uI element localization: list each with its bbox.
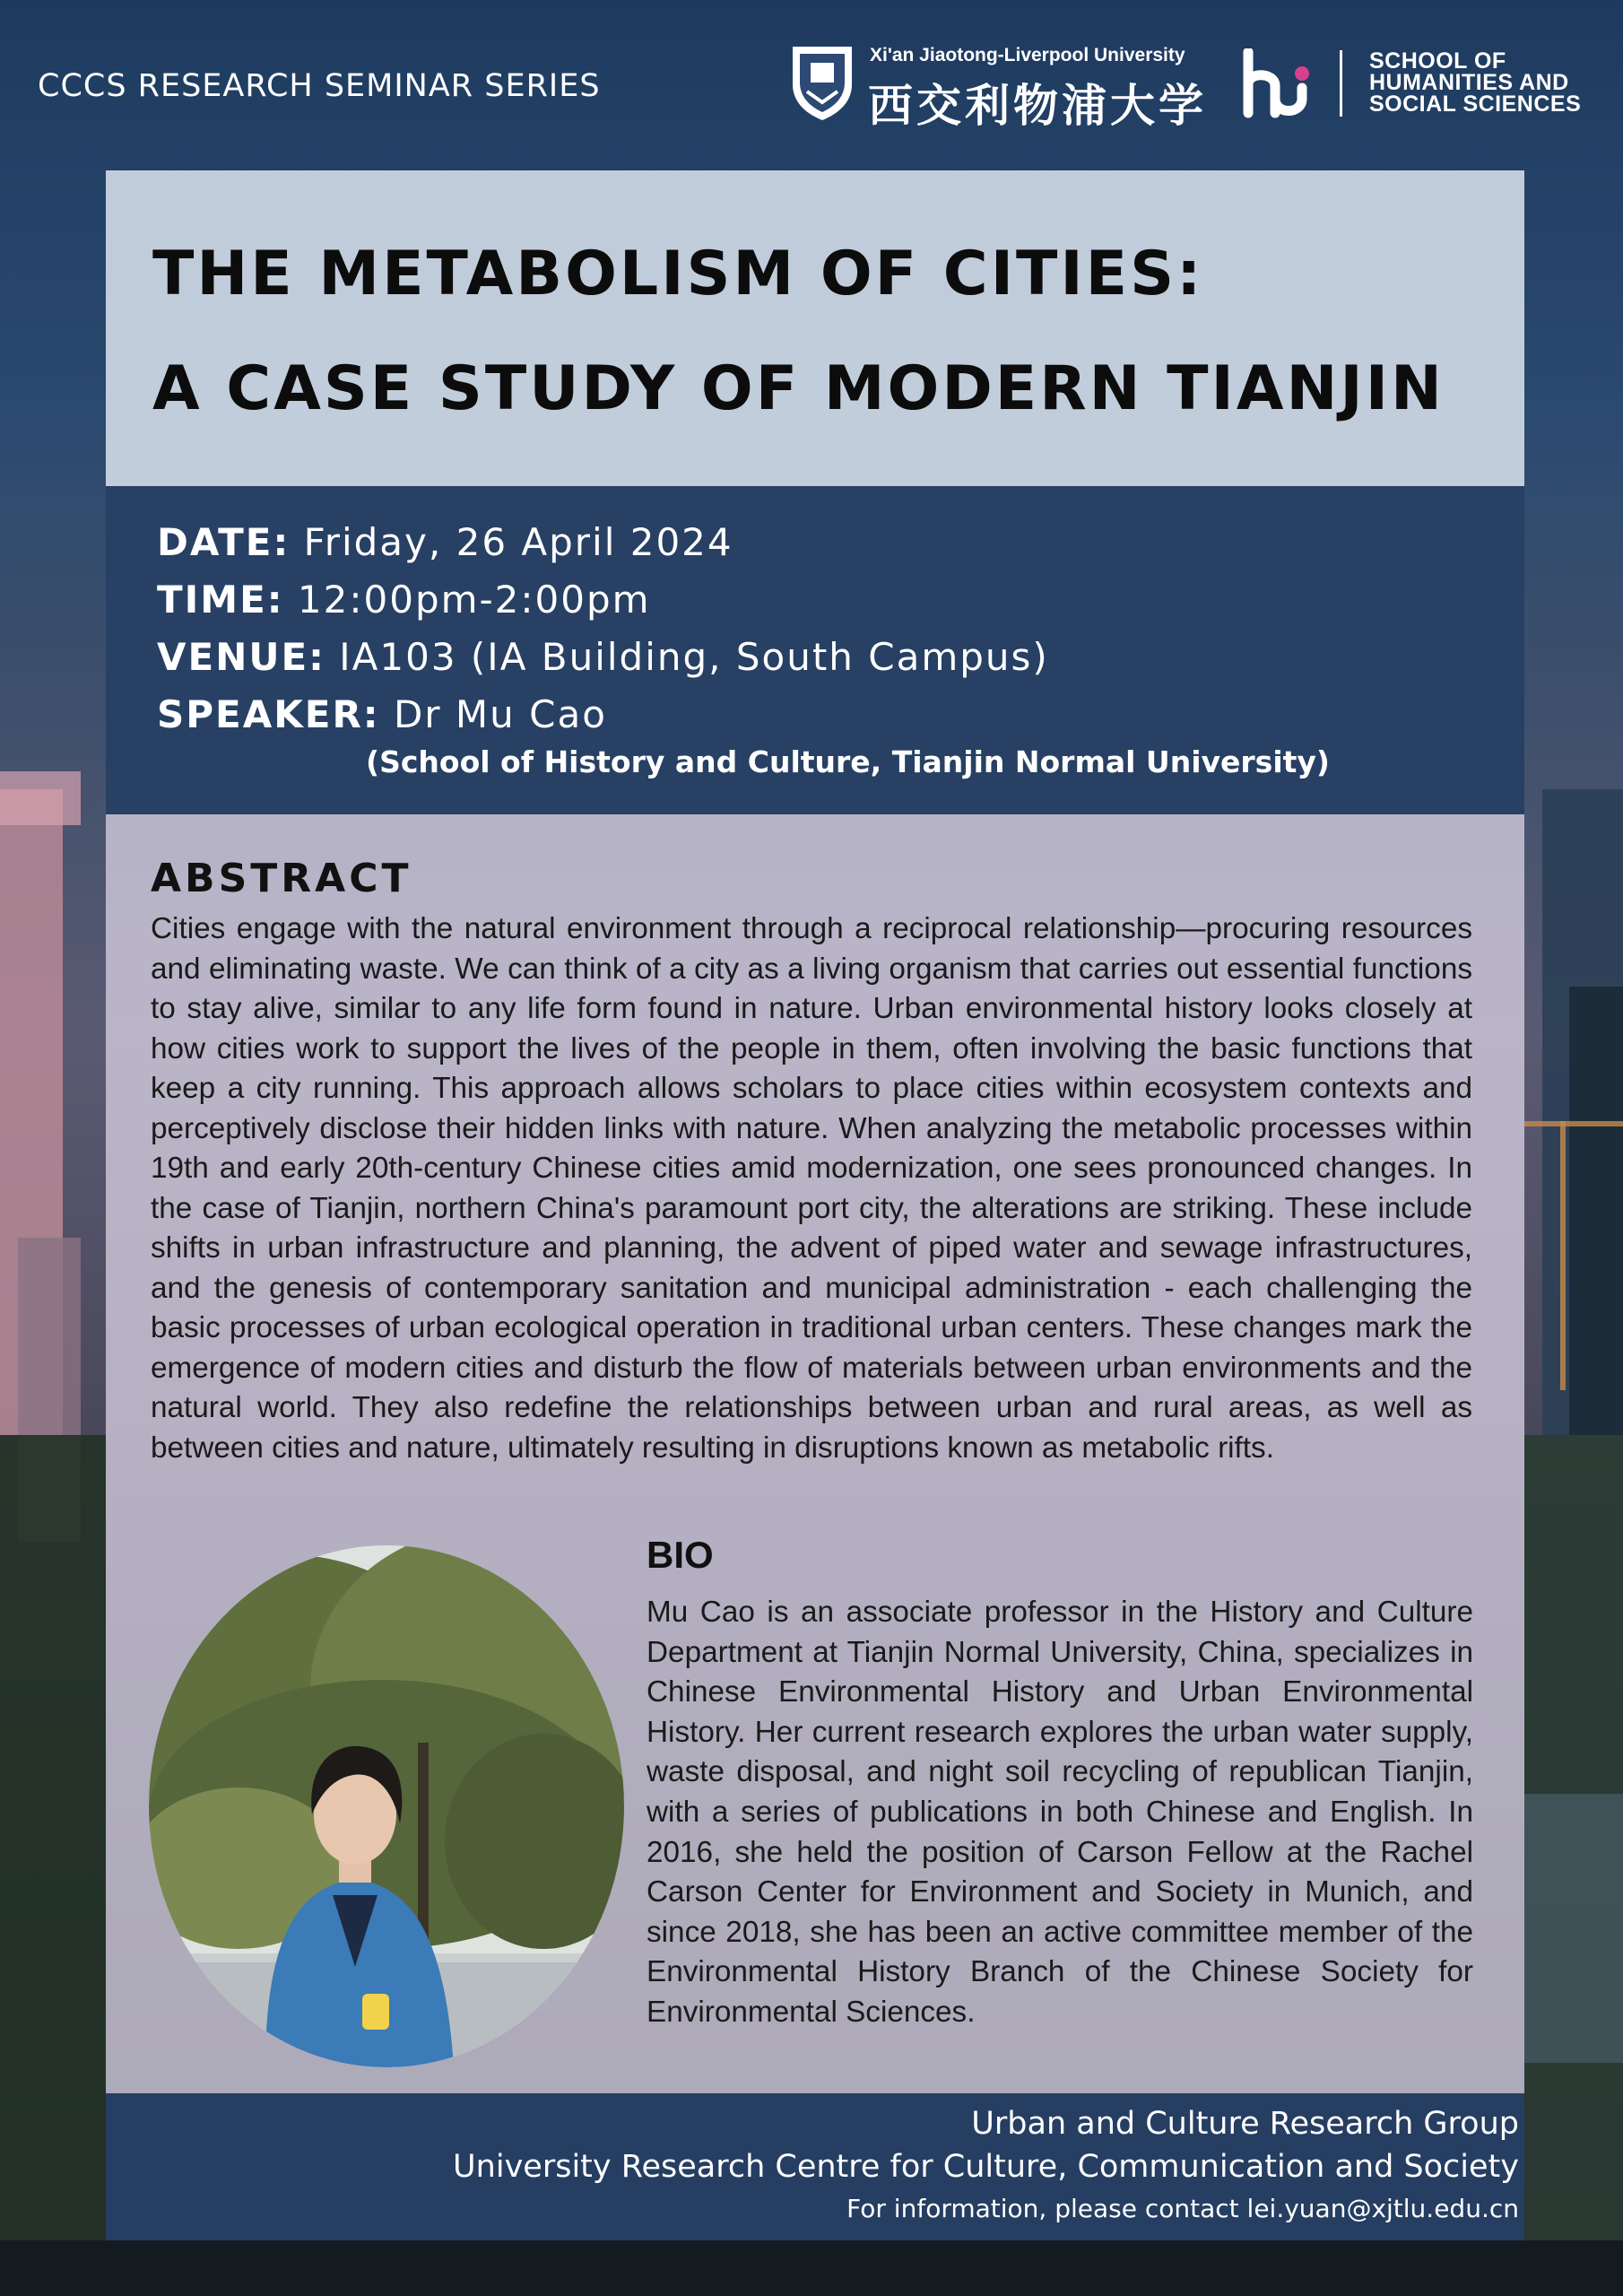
school-name-line-3: SOCIAL SCIENCES [1369,91,1582,117]
footer-contact[interactable]: For information, please contact lei.yuan@xjtlu.edu.cn [846,2194,1519,2223]
venue-line [157,635,1049,679]
school-name-line-1: SCHOOL OF [1369,48,1506,74]
event-info-panel [106,486,1524,814]
date-label: DATE: [157,520,291,564]
time-label: TIME: [157,578,284,622]
speaker-value: Dr Mu Cao [379,692,607,736]
university-crest-icon [789,43,855,122]
university-name-chinese: 西交利物浦大学 [868,79,1207,132]
bio-text: Mu Cao is an associate professor in the History and Culture Department at Tianjin Normal University, China, specializes in Chinese Environmental History and Urban Environmental History. Her current research explores the urban water supply, waste disposal, and night soil recycling of republican Tianjin, with a series of publications in both Chinese and English. In 2016, she held the position of Carson Fellow at the Rachel Carson Center for Environment and Society in Munich, and since 2018, she has been an active committee member of the Environmental History Branch of the Chinese Society for Environmental Sciences. [647,1596,1473,2029]
speaker-affiliation: (School of History and Culture, Tianjin Normal University) [366,744,1330,779]
footer-group: Urban and Culture Research Group [971,2106,1519,2142]
school-name-line-2: HUMANITIES AND [1369,70,1569,95]
school-name [1369,50,1581,115]
speaker-label: SPEAKER: [157,692,380,736]
footer-panel [106,2093,1524,2240]
time-value: 12:00pm-2:00pm [283,578,651,622]
title-line-1: THE METABOLISM OF CITIES: [152,239,1204,309]
footer-centre: University Research Centre for Culture, Communication and Society [453,2149,1519,2185]
logo-divider [1340,50,1342,117]
time-line [157,578,651,622]
title-line-2: A CASE STUDY OF MODERN TIANJIN [152,353,1445,424]
date-value: Friday, 26 April 2024 [290,520,733,564]
speaker-line [157,692,607,736]
seminar-series-label: CCCS RESEARCH SEMINAR SERIES [38,68,601,104]
content-panel [106,814,1524,2093]
abstract-text: Cities engage with the natural environment through a reciprocal relationship—procuring resources and eliminating waste. We can think of a city as a living organism that carries out essential functions to stay alive, similar to any life form found in nature. Urban environmental history looks closely at how cities work to support the lives of the people in them, often involving the basic functions that keep a city running. This approach allows scholars to place cities within ecosystem contexts and perceptively disclose their hidden links with nature. When analyzing the metabolic processes within 19th and early 20th-century Chinese cities amid modernization, one sees pronounced changes. In the case of Tianjin, northern China's paramount port city, the alterations are striking. These include shifts in urban infrastructure and planning, the advent of piped water and sewage infrastructures, and the genesis of contemporary sanitation and municipal administration - each challenging the basic processes of urban ecological operation in traditional urban centers. These changes mark the emergence of modern cities and disturb the flow of materials between urban environments and the natural world. They also redefine the relationships between urban and rural areas, as well as between cities and nature, ultimately resulting in disruptions known as metabolic rifts. [151,912,1472,1465]
title-panel [106,170,1524,486]
bio-heading: BIO [647,1534,714,1576]
venue-label: VENUE: [157,635,325,679]
venue-value: IA103 (IA Building, South Campus) [325,635,1049,679]
university-name-english: Xi'an Jiaotong-Liverpool University [870,45,1185,65]
abstract-heading: ABSTRACT [151,856,412,901]
date-line [157,520,733,564]
hu-school-logo-icon [1243,48,1313,118]
speaker-photo [149,1545,624,2067]
